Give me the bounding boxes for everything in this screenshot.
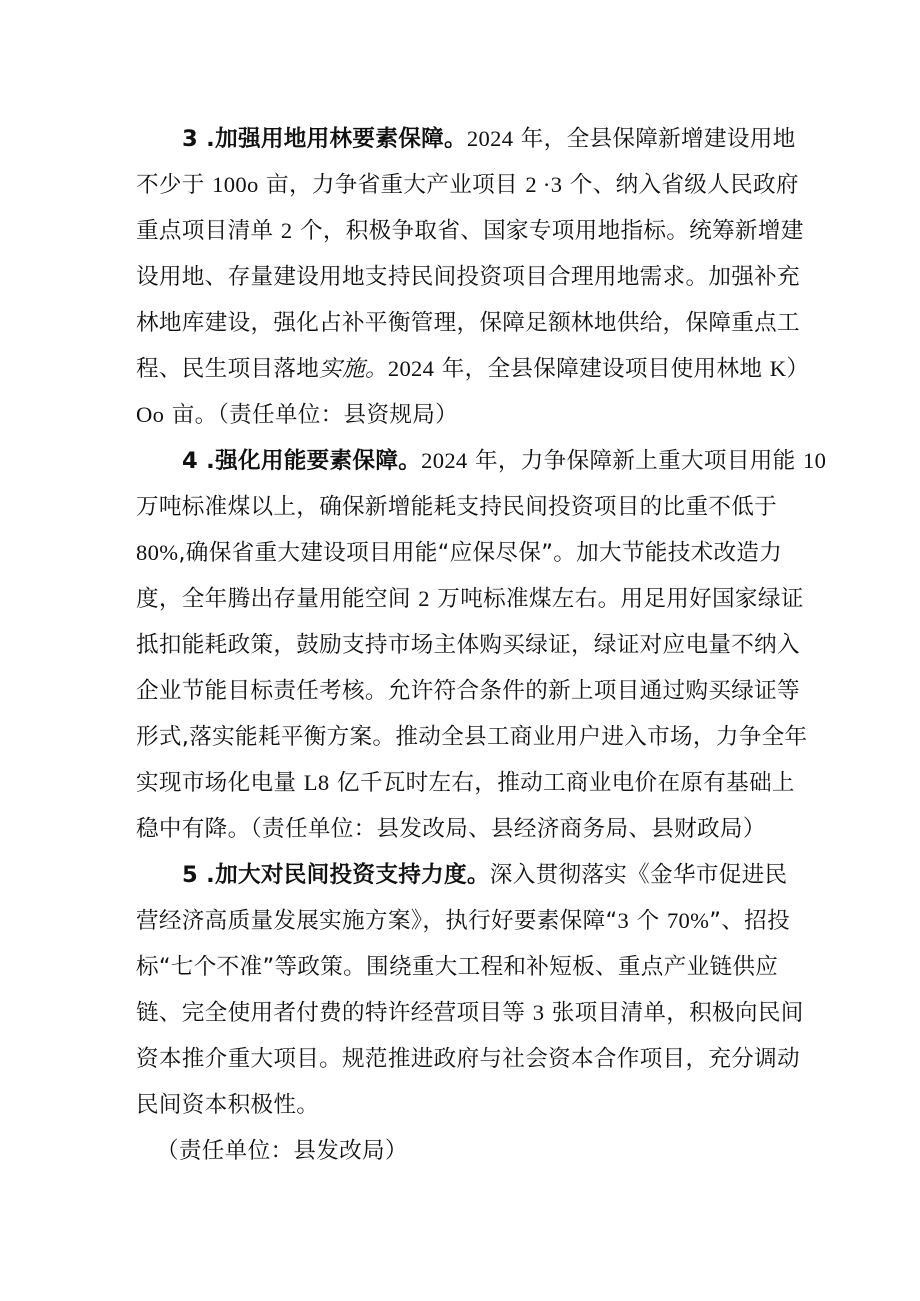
text-run: 亩。（责任单位：县资规局） — [164, 402, 459, 428]
text-run: 3 — [532, 1000, 545, 1025]
text-line — [136, 622, 808, 668]
text-line — [136, 254, 808, 300]
text-line — [136, 346, 808, 392]
paragraph-4 — [136, 1128, 808, 1174]
text-line — [136, 714, 808, 760]
text-line — [136, 162, 808, 208]
text-run: 3 — [617, 908, 630, 933]
text-line — [136, 208, 808, 254]
text-run: 年，全县保障新增建设用地 — [513, 126, 796, 152]
text-run: 民间资本积极性。 — [136, 1092, 320, 1118]
text-line — [136, 1082, 808, 1128]
text-run: 亿千瓦时左右，推动工商业电价在原有基础上 — [329, 770, 795, 796]
section-heading: 5 .加大对民间投资支持力度。 — [182, 862, 490, 888]
text-line — [136, 760, 808, 806]
text-run: K） — [769, 356, 810, 381]
text-run: L8 — [303, 770, 330, 795]
document-body — [136, 116, 827, 1174]
text-run: 度，全年腾出存量用能空间 — [136, 586, 419, 612]
text-run: 个，积极争取省、国家专项用地指标。统筹新增建 — [292, 218, 804, 244]
paragraph-3 — [136, 852, 808, 1128]
text-line — [136, 852, 808, 898]
text-run: 万吨标准煤以上，确保新增能耗支持民间投资项目的比重不低于 — [136, 494, 778, 520]
text-run: 标“七个不准”等政策。围绕重大工程和补短板、重点产业链供应 — [136, 954, 779, 980]
text-run: 张项目清单，积极向民间 — [544, 1000, 804, 1026]
text-run: 企业节能目标责任考核。允许符合条件的新上项目通过购买绿证等 — [136, 678, 800, 704]
text-run: 10 — [803, 448, 827, 473]
text-line — [136, 300, 808, 346]
text-run: 100o — [212, 172, 259, 197]
text-run: 70% — [666, 908, 710, 933]
text-line — [136, 944, 808, 990]
text-line — [136, 1128, 808, 1174]
text-run: 80% — [136, 540, 179, 565]
text-run: 林地库建设，强化占补平衡管理，保障足额林地供给，保障重点工 — [136, 310, 800, 336]
text-run: ”、招投 — [709, 908, 790, 934]
text-run: 2024 — [387, 356, 435, 381]
text-run: 形式,落实能耗平衡方案。推动全县工商业用户进入市场，力争全年 — [136, 724, 808, 750]
text-run: 重点项目清单 — [136, 218, 281, 244]
text-run: ,确保省重大建设项目用能“应保尽保”。加大节能技术改造力 — [178, 540, 783, 566]
text-run: 设用地、存量建设用地支持民间投资项目合理用地需求。加强补充 — [136, 264, 800, 290]
text-run: 2024 — [466, 126, 514, 151]
text-run: 2024 — [421, 448, 468, 473]
text-run: 万吨标准煤左右。用足用好国家绿证 — [429, 586, 804, 612]
text-line — [136, 806, 808, 852]
text-run: 2 — [280, 218, 293, 243]
text-run: 不少于 — [136, 172, 213, 198]
text-line — [136, 1036, 808, 1082]
text-run: 营经济高质量发展实施方案》，执行好要素保障“ — [136, 908, 618, 934]
text-run: 个 — [629, 908, 667, 934]
text-run: 稳中有降。（责任单位：县发改局、县经济商务局、县财政局） — [136, 816, 766, 842]
text-run: 亩，力争省重大产业项目 — [258, 172, 526, 198]
text-run: 抵扣能耗政策，鼓励支持市场主体购买绿证，绿证对应电量不纳入 — [136, 632, 800, 658]
text-line — [136, 530, 808, 576]
text-line — [136, 898, 808, 944]
text-run: 2 — [418, 586, 430, 611]
text-run: （责任单位：县发改局） — [156, 1138, 408, 1164]
text-line — [136, 668, 808, 714]
text-line — [136, 438, 827, 484]
paragraph-1 — [136, 116, 808, 438]
text-run: 年，力争保障新上重大项目用能 — [467, 448, 803, 474]
paragraph-2 — [136, 438, 827, 852]
text-run: 链、完全使用者付费的特许经营项目等 — [136, 1000, 533, 1026]
text-run: 年，全县保障建设项目使用林地 — [434, 356, 770, 382]
text-run: Oo — [136, 402, 165, 427]
text-line — [136, 116, 808, 162]
section-heading: 4 .强化用能要素保障。 — [182, 448, 422, 474]
text-run: 深入贯彻落实《金华市促进民 — [489, 862, 788, 888]
text-line — [136, 484, 808, 530]
text-run: 资本推介重大项目。规范推进政府与社会资本合作项目，充分调动 — [136, 1046, 800, 1072]
text-run: 2 ·3 — [525, 172, 563, 197]
text-run: 实施。 — [319, 356, 388, 381]
text-line — [136, 576, 808, 622]
text-run: 个、纳入省级人民政府 — [562, 172, 799, 198]
text-run: 实现市场化电量 — [136, 770, 304, 796]
text-run: 程、民生项目落地 — [136, 356, 320, 382]
text-line — [136, 990, 808, 1036]
section-heading: 3 .加强用地用林要素保障。 — [182, 126, 467, 152]
text-line — [136, 392, 808, 438]
